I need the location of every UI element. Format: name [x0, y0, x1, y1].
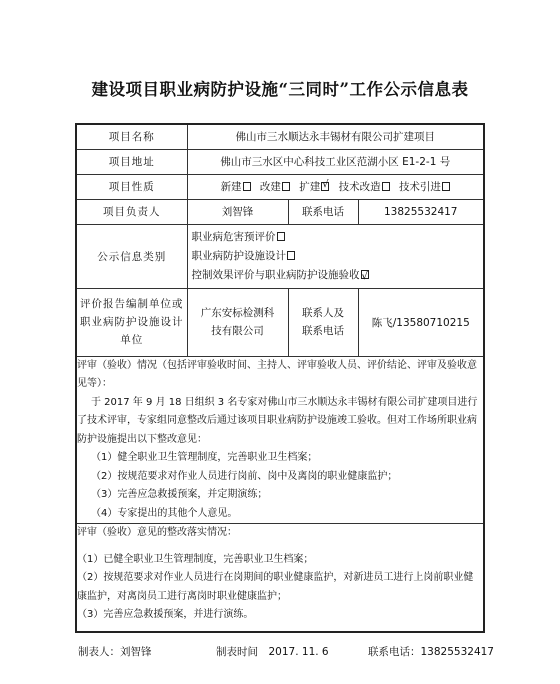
evaluation-unit-label: 评价报告编制单位或 职业病防护设施设计 单位 [76, 288, 187, 356]
phone-label: 联系电话 [288, 199, 358, 224]
checkbox-acceptance[interactable] [361, 270, 369, 279]
prepared-date: 制表时间 2017. 11. 6 [216, 646, 329, 658]
project-address-value: 佛山市三水区中心科技工业区范湖小区 E1-2-1 号 [187, 149, 484, 174]
checkbox-pre-evaluation[interactable] [277, 232, 285, 241]
review-item: （2）按规范要求对作业人员进行岗前、岗中及离岗的职业健康监护； [91, 470, 398, 482]
category-option-pre-evaluation[interactable]: 职业病危害预评价 [188, 228, 484, 247]
person-in-charge-label: 项目负责人 [76, 199, 187, 224]
row-person-in-charge [76, 199, 484, 224]
review-item: （4）专家提出的其他个人意见。 [91, 507, 238, 519]
rectification-heading: 评审（验收）意见的整改落实情况： [77, 527, 237, 538]
phone-value: 13825532417 [358, 199, 484, 224]
nature-option-tech-transform[interactable]: 技术改造 [339, 181, 390, 193]
review-paragraph: 于 2017 年 9 月 18 日组织 3 名专家对佛山市三水顺达永丰锡材有限公司扩建项目进行了技术评审，专家组同意整改后通过该项目职业病防护设施竣工验收。但对工作场所职业病防护设施提出以下整改意见： [77, 396, 478, 445]
rectification-section [76, 524, 484, 632]
row-evaluation-unit [76, 288, 484, 356]
row-publicity-category [76, 224, 484, 288]
project-address-label: 项目地址 [76, 149, 187, 174]
rectification-item: （2）按规范要求对作业人员进行在岗期间的职业健康监护，对新进员工进行上岗前职业健康监护，对离岗员工进行离岗时职业健康监护； [77, 572, 474, 602]
row-project-nature [76, 174, 484, 199]
checkbox-tech-transform[interactable] [382, 182, 390, 191]
project-nature-label: 项目性质 [76, 174, 187, 199]
preparer: 制表人：刘智锋 [78, 646, 152, 658]
rectification-item: （3）完善应急救援预案，并进行演练。 [77, 609, 254, 620]
row-project-name [76, 124, 484, 149]
review-heading: 评审（验收）情况（包括评审验收时间、主持人、评审验收人员、评价结论、评审及验收意见等）： [77, 359, 477, 389]
person-in-charge-value: 刘智锋 [187, 199, 288, 224]
publicity-category-options [187, 224, 484, 288]
checkbox-tech-import[interactable] [442, 182, 450, 191]
review-item: （1）健全职业卫生管理制度，完善职业卫生档案； [91, 452, 318, 463]
nature-option-tech-import[interactable]: 技术引进 [399, 181, 450, 193]
rectification-item: （1）已健全职业卫生管理制度，完善职业卫生档案； [77, 553, 314, 565]
category-option-design[interactable]: 职业病防护设施设计 [188, 247, 484, 266]
row-rectification [76, 524, 484, 632]
publicity-form-table [75, 123, 485, 633]
page-title: 建设项目职业病防护设施“三同时”工作公示信息表 [91, 80, 469, 99]
contact-label: 联系人及 联系电话 [288, 288, 358, 356]
checkbox-expand[interactable] [321, 182, 329, 191]
publicity-category-label: 公示信息类别 [76, 224, 187, 288]
footer-phone: 联系电话：13825532417 [368, 646, 494, 658]
nature-option-expand[interactable]: 扩建√ [299, 181, 329, 193]
project-name-value: 佛山市三水顺达永丰锡材有限公司扩建项目 [187, 124, 484, 149]
row-project-address [76, 149, 484, 174]
row-review [76, 356, 484, 524]
review-section [76, 356, 484, 524]
contact-value: 陈飞/13580710215 [358, 288, 484, 356]
project-name-label: 项目名称 [76, 124, 187, 149]
nature-option-rebuild[interactable]: 改建 [260, 181, 290, 193]
review-item: （3）完善应急救援预案，并定期演练； [91, 489, 268, 500]
checkbox-design[interactable] [287, 251, 295, 260]
category-option-acceptance[interactable]: 控制效果评价与职业病防护设施验收√ [188, 266, 484, 285]
project-nature-options [187, 174, 484, 199]
checkbox-rebuild[interactable] [282, 182, 290, 191]
evaluation-unit-value: 广东安标检测科 技有限公司 [187, 288, 288, 356]
nature-option-new[interactable]: 新建 [221, 181, 251, 193]
checkbox-new[interactable] [243, 182, 251, 191]
